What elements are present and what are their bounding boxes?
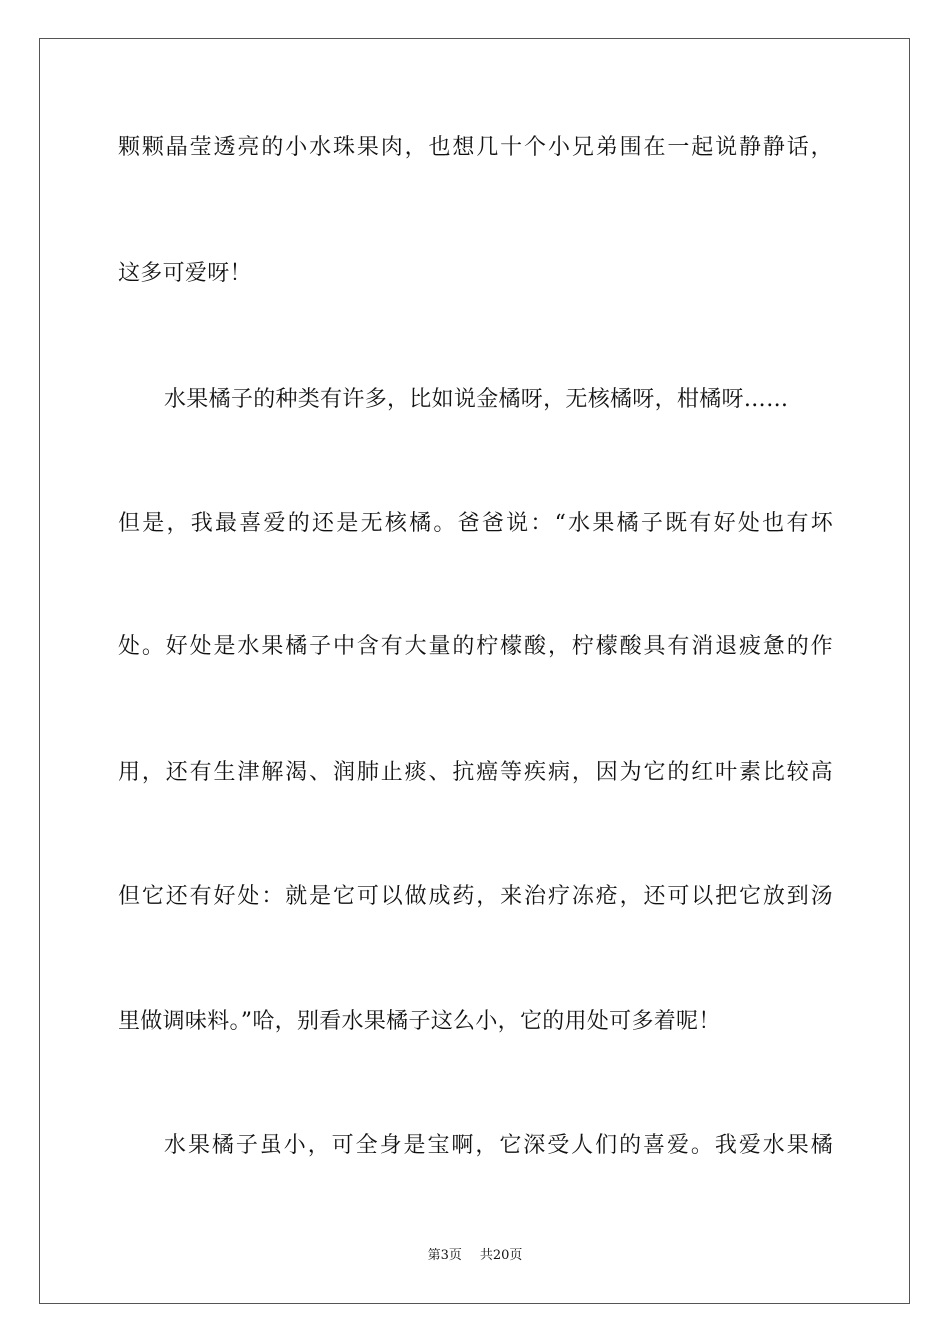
text-line-7: 但它还有好处：就是它可以做成药，来治疗冻疮，还可以把它放到汤 xyxy=(118,884,833,909)
text-line-6: 用，还有生津解渴、润肺止痰、抗癌等疾病，因为它的红叶素比较高 xyxy=(118,760,833,785)
text-line-5: 处。好处是水果橘子中含有大量的柠檬酸，柠檬酸具有消退疲惫的作 xyxy=(118,634,833,659)
text-line-4: 但是，我最喜爱的还是无核橘。爸爸说：“水果橘子既有好处也有坏 xyxy=(118,511,833,536)
page-number: 第3页 xyxy=(427,1248,462,1263)
text-line-1: 颗颗晶莹透亮的小水珠果肉，也想几十个小兄弟围在一起说静静话， xyxy=(118,135,833,160)
text-line-8: 里做调味料。”哈，别看水果橘子这么小，它的用处可多着呢！ xyxy=(118,1009,721,1034)
text-line-3: 水果橘子的种类有许多，比如说金橘呀，无核橘呀，柑橘呀…… xyxy=(164,387,789,412)
page-border xyxy=(39,38,910,1304)
text-line-2: 这多可爱呀！ xyxy=(118,261,252,286)
page-total: 共20页 xyxy=(479,1248,523,1263)
page-footer xyxy=(0,1247,950,1265)
text-line-9: 水果橘子虽小，可全身是宝啊，它深受人们的喜爱。我爱水果橘 xyxy=(164,1133,833,1158)
